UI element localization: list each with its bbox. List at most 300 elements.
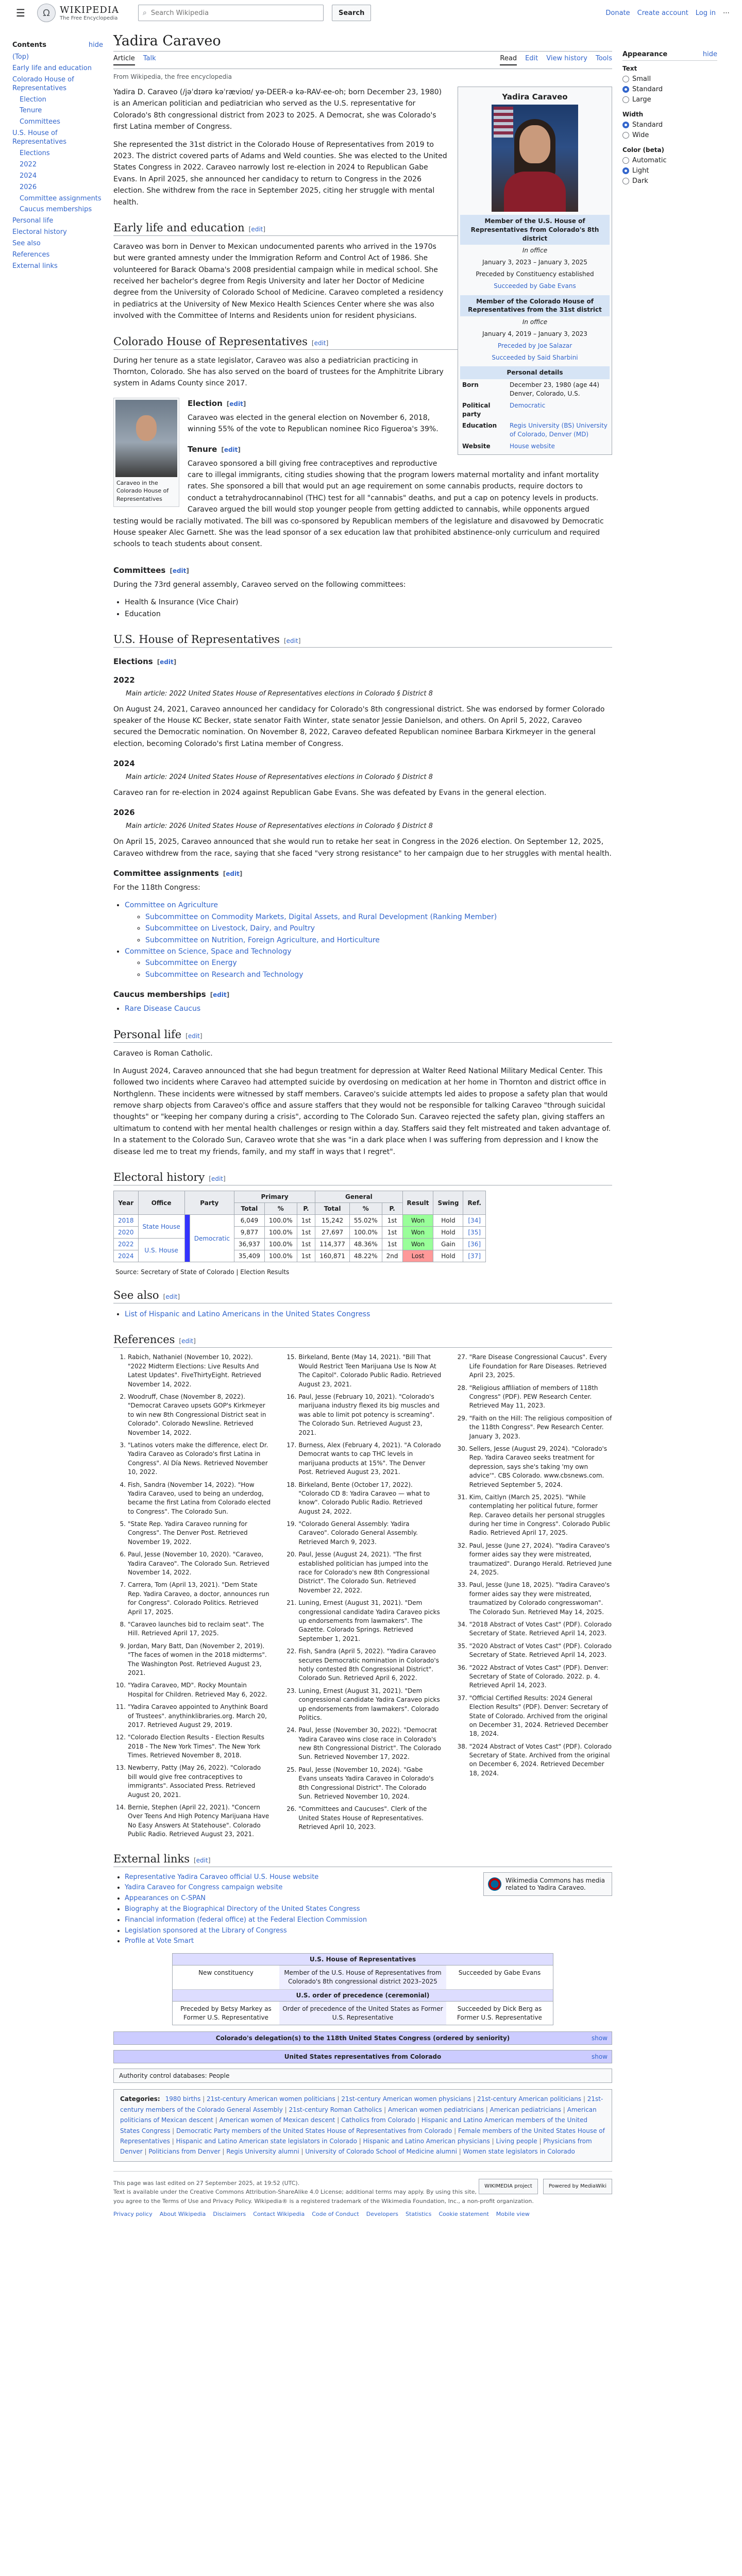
list-item[interactable] [125,1926,612,1937]
toc-item[interactable] [12,53,103,62]
reference-text[interactable]: Kim, Caitlyn (March 25, 2025). "While contemplating her political future, former Rep. Caraveo details her personal struggles during her time in Congress". Colorado Public Radio. Retrieved April 17, 2025. [469,1493,611,1537]
text-2022: On August 24, 2021, Caraveo announced her candidacy for Colorado's 8th congressional district. She was endorsed by former Colorado speaker of the House KC Becker, state senator Faith Winter, state senator Jessie Danielson, and others. On April 5, 2022, Caraveo secured the Democratic nomination. On November 8, 2022, Caraveo defeated Republican nominee Barbara Kirkmeyer in the general election, becoming Colorado's first Latina member of Congress. [113,705,605,748]
radio-button-icon[interactable] [622,86,629,93]
footer-link[interactable]: Disclaimers [213,2211,246,2218]
list-item[interactable]: • Committee on Science, Space and Technology ◦ Subcommittee on Energy ◦ Subcommittee on Research and Technology [125,946,612,980]
radio-button-icon[interactable] [622,178,629,184]
footer-link[interactable]: About Wikipedia [159,2211,206,2218]
edit-link[interactable]: [edit] [226,400,246,408]
login-link[interactable]: Log in [695,9,716,17]
article-content [103,26,622,2229]
reference-number[interactable]: 13. [115,1764,126,1772]
reference-text[interactable]: Sellers, Jesse (August 29, 2024). "Colorado's Rep. Yadira Caraveo seeks treatment for depression, says she's taking 'my own advice'". CBS Colorado. www.cbsnews.com. Retrieved September 5, 2024. [469,1445,608,1488]
more-options-icon[interactable]: ⋯ [723,9,730,17]
toc-item-link[interactable]: Colorado House of Representatives [12,75,74,92]
reference-number[interactable]: 17. [286,1441,297,1449]
category-link[interactable]: Hispanic and Latino American members of the United States Congress | [120,2116,587,2134]
reference-number[interactable]: 18. [286,1481,297,1488]
value-cell: 35,409 [234,1250,264,1262]
reference-number[interactable]: 33. [457,1581,467,1589]
portrait-photo[interactable] [492,105,578,212]
ref-cell[interactable]: [37] [463,1250,486,1262]
external-link[interactable]: Appearances on C-SPAN [125,1894,206,1903]
reference-number[interactable]: 19. [286,1520,297,1528]
toc-item[interactable] [12,228,103,237]
reference-text[interactable]: Birkeland, Bente (May 14, 2021). "Bill That Would Restrict Teen Marijuana Use Is Now At The Capitol". Colorado Public Radio. Retrieved August 23, 2021. [298,1353,442,1388]
toc-item-link[interactable]: Election [20,95,46,104]
toc-item[interactable] [12,129,103,147]
category-link[interactable]: 21st-century American politicians | [477,2095,587,2103]
column-subheader[interactable]: % [349,1203,382,1215]
table-row [114,1239,486,1250]
reference-number[interactable]: 15. [286,1353,297,1361]
radio-label: Wide [632,131,649,139]
toc-item[interactable] [12,76,103,93]
ref-cell[interactable]: [34] [463,1215,486,1227]
reference-number[interactable]: 12. [115,1734,126,1741]
toc-item-link[interactable]: (Top) [12,53,29,61]
external-link[interactable]: Biography at the Biographical Directory of the United States Congress [125,1905,360,1913]
toc-item[interactable] [12,172,103,181]
list-item[interactable]: ◦ Subcommittee on Commodity Markets, Digital Assets, and Rural Development (Ranking Member) [145,911,612,923]
reference-text[interactable]: Paul, Jesse (November 10, 2024). "Gabe Evans unseats Yadira Caraveo in Colorado's 8th Congressional District". The Colorado Sun. Retrieved November 10, 2024. [298,1766,434,1801]
infobox-preceded-2[interactable]: Preceded by Joe Salazar [497,342,572,349]
office-cell[interactable]: U.S. House [138,1239,184,1262]
radio-button-icon[interactable] [622,167,629,174]
tab-tools[interactable]: Tools [595,55,612,62]
infobox-succeeded-1[interactable]: Succeeded by Gabe Evans [494,282,576,290]
reference-item [284,1481,441,1517]
category-link[interactable]: Living people | [496,2138,543,2145]
reference-number[interactable]: 23. [286,1687,297,1694]
edit-link[interactable]: [edit] [248,225,266,233]
reference-number[interactable]: 35. [457,1642,467,1650]
section-committees: Committees [edit] [113,565,189,575]
reference-text[interactable]: Newberry, Patty (May 26, 2022). "Colorado bill would give free contraceptives to immigrants". Associated Press. Retrieved August 20, 2021. [128,1764,261,1799]
reference-number[interactable]: 29. [457,1414,467,1422]
wikipedia-logo[interactable] [37,4,130,22]
reference-text[interactable]: "Committees and Caucuses". Clerk of the United States House of Representatives. Retrieved April 10, 2023. [298,1805,427,1831]
appearance-hide-button[interactable]: hide [702,50,717,58]
radio-label: Automatic [632,157,667,164]
edit-link[interactable]: [edit] [221,446,241,453]
toc-item[interactable] [12,183,103,192]
toc-item-link[interactable]: Committee assignments [20,194,102,202]
column-subheader[interactable]: % [264,1203,297,1215]
reference-number[interactable]: 4. [120,1481,126,1488]
toc-list [12,53,103,271]
tab-view-history[interactable]: View history [546,55,587,62]
value-cell: 1st [382,1239,402,1250]
footer-link[interactable]: Statistics [406,2211,432,2218]
personal-text-2: In August 2024, Caraveo announced that she had begun treatment for depression at Walter Reed National Military Medical Center. This followed two incidents where Caraveo had attempted suicide by overdosing on medication at her home in Thornton and district office in Northglenn. These incidents were witnessed by staff members. Caraveo's suicide attempts led aides to propose a safety plan that would remove sharp objects from Caraveo's office and assure staffers that they would not be responsible for talking Caraveo "through suicidal thoughts" or "keeping her company during a crisis", according to The Colorado Sun. Caraveo rejected the safety plan, giving staffers an ultimatum to contend with her mental health challenges or resign within a day. Staffers said they felt mistreated and taken advantage of. In a statement to the Colorado Sun, Caraveo wrote that she was "in a dark place when I was suffering from depression and I know the disease led me to treat my friends, family, and my staff in ways that I regret". [113,1066,611,1156]
main-menu-icon[interactable]: ☰ [16,7,25,19]
toc-item[interactable] [12,64,103,73]
year-cell[interactable]: 2024 [114,1250,139,1262]
edit-link[interactable]: [edit] [170,567,189,574]
reference-item [113,1803,271,1839]
section-election: Election [edit] [188,398,246,408]
reference-number[interactable]: 5. [120,1520,126,1528]
reference-number[interactable]: 32. [457,1541,467,1549]
reference-number[interactable]: 28. [457,1384,467,1392]
reference-item [284,1647,441,1683]
reference-item [113,1642,271,1678]
intro-paragraph-2: She represented the 31st district in the Colorado House of Representatives from 2019 to 2023. The district covered parts of Adams and Weld counties. She was elected to the United States Congress in 2022. Caraveo narrowly lost re-election in 2024 to Republican Gabe Evans. In April 2025, she announced her candidacy to return to Congress in the 2026 election. She withdrew from the race in September 2025, citing her struggle with mental health. [113,140,447,207]
external-link[interactable]: Yadira Caraveo for Congress campaign website [125,1884,283,1892]
text-2024: Caraveo ran for re-election in 2024 against Republican Gabe Evans. She was defeated by Evans in the general election. [113,789,547,798]
edit-link[interactable]: [edit] [157,658,177,666]
value-cell: 160,871 [315,1250,350,1262]
footer-link[interactable]: Mobile view [496,2211,530,2218]
party-color-swatch [184,1215,190,1262]
committees-list [113,597,612,620]
reference-number[interactable]: 25. [286,1766,297,1773]
toc-item[interactable] [12,149,103,158]
reference-text[interactable]: Paul, Jesse (February 10, 2021). "Colorado's marijuana industry flexed its big muscles and was able to limit pot potency is screaming". The Colorado Sun. Retrieved August 23, 2021. [298,1393,440,1436]
reference-number[interactable]: 8. [120,1620,126,1628]
toc-item[interactable] [12,195,103,204]
toc-item[interactable] [12,206,103,214]
radio-option[interactable] [622,157,717,164]
footer-link[interactable]: Code of Conduct [312,2211,359,2218]
toc-item[interactable] [12,96,103,105]
category-link[interactable]: 21st-century members of the Colorado General Assembly | [120,2095,603,2113]
reference-text[interactable]: Paul, Jesse (June 18, 2025). "Yadira Caraveo's former aides say they were mistreated, traumatized by Colorado congresswoman". The Colorado Sun. Retrieved May 14, 2025. [469,1581,610,1616]
page-title: Yadira Caraveo [113,33,612,52]
reference-text[interactable]: "Caraveo launches bid to reclaim seat". The Hill. Retrieved April 17, 2025. [128,1620,264,1637]
edit-link[interactable]: [edit] [179,1337,196,1345]
reference-text[interactable]: "Faith on the Hill: The religious composition of the 118th Congress". Pew Research Center. January 3, 2023. [469,1414,612,1440]
reference-item [455,1353,612,1380]
category-link[interactable]: University of Colorado School of Medicine alumni | [305,2148,463,2155]
logo-subtitle: The Free Encyclopedia [60,15,118,21]
precedence-succeeded[interactable]: Succeeded by Dick Berg as Former U.S. Representative [457,2005,542,2021]
reference-text[interactable]: "Colorado General Assembly: Yadira Caraveo". Colorado General Assembly. Retrieved March 9, 2023. [298,1520,418,1546]
column-subheader[interactable]: P. [297,1203,315,1215]
reference-number[interactable]: 7. [120,1581,126,1589]
value-cell: 1st [382,1227,402,1239]
list-item[interactable]: ◦ Subcommittee on Research and Technology [145,969,612,980]
section-see-also: See also [edit] [113,1289,612,1303]
radio-option[interactable] [622,131,717,139]
category-link[interactable]: American women of Mexican descent | [220,2116,342,2124]
reference-text[interactable]: Bernie, Stephen (April 22, 2021). "Concern Over Teens And High Potency Marijuana Have No Easy Answers At Statehouse". Colorado Public Radio. Retrieved August 23, 2021. [128,1804,269,1838]
toc-item[interactable] [12,251,103,260]
reference-number[interactable]: 14. [115,1804,126,1811]
precedence-preceded[interactable]: Preceded by Betsy Markey as Former U.S. Representative [180,2005,272,2021]
column-header[interactable]: Party [184,1191,234,1215]
reference-item [455,1664,612,1690]
reference-number[interactable]: 22. [286,1648,297,1655]
category-link[interactable]: 1980 births | [165,2095,207,2103]
column-header[interactable]: Swing [433,1191,463,1215]
reference-number[interactable]: 37. [457,1694,467,1702]
reference-text[interactable]: Woodruff, Chase (November 8, 2022). "Democrat Caraveo upsets GOP's Kirkmeyer to win new 8th Congressional District seat in Colorado". Colorado Newsline. Retrieved November 14, 2022. [128,1393,266,1436]
list-item[interactable]: ◦ Subcommittee on Energy [145,957,612,969]
category-link[interactable]: Physicians from Denver | [120,2138,592,2155]
reference-text[interactable]: "Yadira Caraveo, MD". Rocky Mountain Hospital for Children. Retrieved May 6, 2022. [128,1682,267,1698]
tab-edit[interactable]: Edit [525,55,538,62]
edit-link[interactable]: [edit] [209,1175,226,1183]
reference-text[interactable]: Paul, Jesse (June 27, 2024). "Yadira Caraveo's former aides say they were mistreated, traumatized". Durango Herald. Retrieved June 24, 2025. [469,1541,612,1577]
reference-text[interactable]: Carrera, Tom (April 13, 2021). "Dem State Rep. Yadira Caraveo, a doctor, announces run for Congress". Colorado Politics. Retrieved April 17, 2025. [128,1581,269,1616]
radio-option[interactable] [622,121,717,129]
reference-text[interactable]: "2022 Abstract of Votes Cast" (PDF). Denver: Secretary of State of Colorado. 2022. p. 4. Retrieved April 14, 2023. [469,1664,609,1689]
value-cell: 48.22% [349,1250,382,1262]
reference-text[interactable]: Fish, Sandra (April 5, 2022). "Yadira Caraveo secures Democratic nomination in Colorado's hotly contested 8th Congressional District". Colorado Sun. Retrieved April 6, 2022. [298,1648,439,1682]
reference-item [284,1520,441,1547]
reference-text[interactable]: Paul, Jesse (August 24, 2021). "The first established politician has jumped into the race for Colorado's new 8th Congressional District". The Colorado Sun. Retrieved November 22, 2022. [298,1551,430,1594]
toc-item[interactable] [12,217,103,226]
toc-item-link[interactable]: Committees [20,118,60,126]
year-cell[interactable]: 2022 [114,1239,139,1250]
toc-item-link[interactable]: Electoral history [12,228,67,236]
toc-item-link[interactable]: U.S. House of Representatives [12,129,67,146]
appearance-group-title: Color (beta) [622,146,665,154]
toc-item[interactable] [12,240,103,248]
reference-text[interactable]: Fish, Sandra (November 14, 2022). "How Yadira Caraveo, used to being an underdog, became the first Latina from Colorado elected to Congress". The Colorado Sun. [128,1481,271,1515]
category-link[interactable]: Women state legislators in Colorado [463,2148,575,2156]
category-link[interactable]: Catholics from Colorado | [341,2116,421,2124]
column-subheader[interactable]: P. [382,1203,402,1215]
reference-number[interactable]: 16. [286,1393,297,1400]
toc-item-link[interactable]: References [12,251,50,259]
section-colorado-house: Colorado House of Representatives [edit] [113,335,612,350]
radio-option[interactable] [622,177,717,185]
category-link[interactable]: Democratic Party members of the United States House of Representatives from Colorado | [176,2127,458,2134]
reference-text[interactable]: Paul, Jesse (November 10, 2020). "Caraveo, Yadira Caraveo". The Colorado Sun. Retrieved November 14, 2022. [128,1551,269,1577]
tab-talk[interactable]: Talk [143,55,156,62]
reference-number[interactable]: 24. [286,1726,297,1734]
toc-item-link[interactable]: 2024 [20,172,37,180]
user-links [605,9,730,17]
toc-item-link[interactable]: 2026 [20,183,37,191]
toc-item[interactable] [12,262,103,271]
category-link[interactable]: 21st-century Roman Catholics | [289,2106,387,2113]
commons-box[interactable]: Wikimedia Commons has media related to Yadira Caraveo. [483,1872,612,1896]
reference-number[interactable]: 38. [457,1742,467,1750]
toc-item[interactable] [12,118,103,127]
radio-button-icon[interactable] [622,157,629,164]
reference-number[interactable]: 10. [115,1682,126,1689]
ref-cell[interactable]: [35] [463,1227,486,1239]
edit-link[interactable]: [edit] [311,339,329,347]
category-link[interactable]: American women pediatricians | [388,2106,490,2113]
reference-number[interactable]: 2. [120,1393,126,1400]
list-item[interactable] [125,1904,612,1915]
category-link[interactable]: 21st-century American women politicians | [207,2095,341,2103]
reference-number[interactable]: 27. [457,1353,467,1361]
section-us-house: U.S. House of Representatives [edit] [113,633,612,648]
infobox-succeeded-2[interactable]: Succeeded by Said Sharbini [492,353,578,361]
category-link[interactable]: Female members of the United States House of Representatives | [120,2127,605,2145]
column-subheader[interactable]: Total [234,1203,264,1215]
category-link[interactable]: American politicians of Mexican descent | [120,2106,597,2124]
value-cell: 9,877 [234,1227,264,1239]
succession-title: U.S. House of Representatives [173,1954,553,1965]
wikimedia-badge[interactable]: WIKIMEDIA project [479,2179,538,2194]
radio-option[interactable] [622,75,717,83]
radio-button-icon[interactable] [622,96,629,103]
edit-link[interactable]: [edit] [210,991,230,999]
swing-cell: Hold [433,1215,463,1227]
reference-text[interactable]: "2020 Abstract of Votes Cast" (PDF). Colorado Secretary of State. Retrieved April 14, 2023. [469,1642,612,1659]
reference-number[interactable]: 26. [286,1805,297,1813]
hatnote-2022[interactable]: Main article: 2022 United States House of Representatives elections in Colorado § District 8 [126,689,433,698]
value-cell: 100.0% [264,1215,297,1227]
navbox-show-button[interactable]: show [591,2053,608,2061]
toc-item-link[interactable]: Early life and education [12,64,92,72]
footer-link[interactable]: Cookie statement [439,2211,489,2218]
ref-cell[interactable]: [36] [463,1239,486,1250]
radio-option[interactable] [622,167,717,175]
toc-item[interactable] [12,107,103,115]
reference-number[interactable]: 11. [115,1703,126,1711]
toc-item-link[interactable]: External links [12,262,58,270]
external-link[interactable]: Representative Yadira Caraveo official U.S. House website [125,1873,319,1881]
reference-number[interactable]: 36. [457,1664,467,1671]
reference-text[interactable]: Birkeland, Bente (October 17, 2022). "Colorado CD 8: Yadira Caraveo — what to know". Colorado Public Radio. Retrieved August 24, 2022. [298,1481,430,1515]
toc-item-link[interactable]: Caucus memberships [20,206,92,214]
reference-item [284,1766,441,1802]
reference-item [455,1620,612,1638]
reference-item [455,1642,612,1660]
category-link[interactable]: Hispanic and Latino American physicians | [363,2138,496,2145]
tab-read[interactable]: Read [500,55,517,65]
reference-number[interactable]: 20. [286,1551,297,1558]
toc-item-link[interactable]: See also [12,240,41,248]
radio-button-icon[interactable] [622,132,629,139]
infobox-website: Website House website [462,442,555,450]
edit-link[interactable]: [edit] [163,1293,180,1301]
tenure-text: Caraveo sponsored a bill giving free contraceptives and reproductive care to illegal immigrants, citing studies showing that the program lowers maternal mortality and infant mortality rates. She sponsored a bill that would put an age requirement on some cannabis products, require doctors to conduct a tetrahydrocannabinol (THC) test for all "cannabis" deaths, and put a cap on potency levels in products. Caraveo argued the bill would stop younger people from getting addicted to cannabis, while opponents argued testing would be racially motivated. The bill was co-sponsored by Republican members of the legislature and disavowed by Democratic House speaker Alec Garnett. She was the lead sponsor of a sex education law that prohibited abstinence-only curriculum and required schools to teach students about consent. [113,459,604,549]
footer-link[interactable]: Privacy policy [113,2211,153,2218]
year-cell[interactable]: 2020 [114,1227,139,1239]
reference-text[interactable]: Paul, Jesse (November 30, 2022). "Democrat Yadira Caraveo wins close race in Colorado's new 8th Congressional District". The Colorado Sun. Retrieved November 17, 2022. [298,1726,442,1761]
reference-text[interactable]: "Latinos voters make the difference, elect Dr. Yadira Caraveo as Colorado's first Latina in Congress". Al Día News. Retrieved November 10, 2022. [128,1441,268,1476]
search-input[interactable] [150,9,319,18]
reference-text[interactable]: "State Rep. Yadira Caraveo running for Congress". The Denver Post. Retrieved November 19, 2022. [128,1520,248,1546]
radio-label: Large [632,96,651,104]
precedence-office[interactable]: Order of precedence of the United States as Former U.S. Representative [279,2002,446,2025]
office-cell[interactable]: State House [138,1215,184,1239]
reference-text[interactable]: "Colorado Election Results - Election Results 2018 - The New York Times". The New York Times. Retrieved November 8, 2018. [128,1734,264,1759]
search-button[interactable]: Search [332,5,371,21]
column-header[interactable]: Year [114,1191,139,1215]
list-item[interactable]: ◦ Subcommittee on Nutrition, Foreign Agriculture, and Horticulture [145,935,612,946]
section-2026: 2026 [113,808,135,818]
list-item[interactable]: • Rare Disease Caucus [125,1003,612,1014]
footer-link[interactable]: Contact Wikipedia [253,2211,305,2218]
category-link[interactable]: American pediatricians | [490,2106,567,2113]
toc-item-link[interactable]: Personal life [12,217,54,225]
year-cell[interactable]: 2018 [114,1215,139,1227]
reference-number[interactable]: 3. [120,1441,126,1449]
toc-item-link[interactable]: 2022 [20,160,37,168]
reference-text[interactable]: Burness, Alex (February 4, 2021). "A Colorado Democrat wants to cap THC levels in marijuana products at 15%". The Denver Post. Retrieved August 23, 2021. [298,1441,441,1476]
external-link[interactable]: Profile at Vote Smart [125,1937,194,1945]
party-cell[interactable]: Democratic [190,1215,234,1262]
external-link[interactable]: Legislation sponsored at the Library of Congress [125,1926,287,1935]
toc-item-link[interactable]: Elections [20,149,50,158]
navbox-representatives: United States representatives from Colorado show [113,2050,612,2063]
reference-number[interactable]: 1. [120,1353,126,1361]
footer-link[interactable]: Developers [366,2211,399,2218]
succession-office[interactable]: Member of the U.S. House of Representatives from Colorado's 8th congressional district 2023–2025 [279,1965,446,1989]
reference-number[interactable]: 9. [120,1642,126,1650]
toc-item[interactable] [12,161,103,170]
reference-text[interactable]: Jordan, Mary Batt, Dan (November 2, 2019). "The faces of women in the 2018 midterms". The Washington Post. Retrieved August 23, 2021. [128,1642,267,1676]
category-link[interactable]: 21st-century American women physicians | [341,2095,477,2103]
column-header[interactable]: Result [402,1191,433,1215]
category-link[interactable]: Regis University alumni | [226,2148,305,2155]
radio-button-icon[interactable] [622,76,629,82]
reference-text[interactable]: "2018 Abstract of Votes Cast" (PDF). Colorado Secretary of State. Retrieved April 14, 2023. [469,1620,612,1637]
column-subheader[interactable]: Total [315,1203,350,1215]
hatnote-2024[interactable]: Main article: 2024 United States House of Representatives elections in Colorado § District 8 [126,773,433,782]
reference-text[interactable]: "2024 Abstract of Votes Cast" (PDF). Colorado Secretary of State. Archived from the original on December 6, 2024. Retrieved December 18, 2024. [469,1742,612,1777]
external-link[interactable]: Financial information (federal office) at the Federal Election Commission [125,1916,367,1924]
column-header[interactable]: Office [138,1191,184,1215]
reference-number[interactable]: 31. [457,1493,467,1501]
succession-succeeded[interactable]: Succeeded by Gabe Evans [458,1969,541,1977]
toc-hide-button[interactable]: hide [88,41,103,49]
reference-text[interactable]: Luning, Ernest (August 31, 2021). "Dem congressional candidate Yadira Caraveo picks up endorsements from lawmakers". Colorado Politics. [298,1687,440,1721]
section-references: References [edit] [113,1333,612,1348]
toc-item-link[interactable]: Tenure [20,107,42,115]
tab-article[interactable]: Article [113,55,135,65]
reference-number[interactable]: 6. [120,1551,126,1558]
edit-link[interactable]: [edit] [193,1856,211,1864]
reference-text[interactable]: "Official Certified Results: 2024 General Election Results" (PDF). Denver: Secretary of State of Colorado. Archived from the original on December 31, 2024. Retrieved December 18, 2024. [469,1694,609,1738]
create-account-link[interactable]: Create account [637,9,688,17]
house-thumbnail[interactable] [113,398,179,507]
radio-option[interactable] [622,86,717,93]
category-link[interactable]: Hispanic and Latino American state legislators in Colorado | [176,2138,363,2145]
radio-option[interactable] [622,96,717,104]
list-item[interactable]: ◦ Subcommittee on Livestock, Dairy, and Poultry [145,923,612,934]
electoral-source[interactable]: Source: Secretary of State of Colorado | Election Results [115,1268,290,1276]
donate-link[interactable]: Donate [605,9,630,17]
edit-link[interactable]: [edit] [223,870,243,878]
reference-text[interactable]: Luning, Ernest (August 31, 2021). "Dem congressional candidate Yadira Caraveo picks up endorsements from lawmakers". The Gazette. Colorado Springs. Retrieved September 1, 2021. [298,1599,440,1642]
reference-number[interactable]: 34. [457,1620,467,1628]
list-item[interactable]: • Committee on Agriculture ◦ Subcommittee on Commodity Markets, Digital Assets, and Rural Development (Ranking Member) ◦ Subcommittee on Livestock, Dairy, and Poultry ◦ Subcommittee on Nutrition, Foreign Agriculture, and Horticulture [125,900,612,946]
authority-control[interactable]: Authority control databases: People [113,2069,612,2083]
radio-button-icon[interactable] [622,122,629,128]
hatnote-2026[interactable]: Main article: 2026 United States House of Representatives elections in Colorado § District 8 [126,822,433,831]
precedence-title: U.S. order of precedence (ceremonial) [173,1990,553,2002]
reference-item [113,1520,271,1547]
list-item[interactable]: • List of Hispanic and Latino Americans in the United States Congress [125,1309,612,1320]
page-tabs [113,55,612,69]
reference-text[interactable]: "Religious affiliation of members of 118th Congress" (PDF). PEW Research Center. Retrieved May 11, 2023. [469,1384,598,1410]
reference-text[interactable]: Rabich, Nathaniel (November 10, 2022). "2022 Midterm Elections: Live Results And Latest Updates". FiveThirtyEight. Retrieved November 14, 2022. [128,1353,261,1388]
reference-number[interactable]: 30. [457,1445,467,1452]
reference-text[interactable]: "Rare Disease Congressional Caucus". Every Life Foundation for Rare Diseases. Retrieved April 23, 2025. [469,1353,607,1379]
list-item[interactable] [125,1936,612,1947]
portrait-suit [504,172,566,212]
reference-number[interactable]: 21. [286,1599,297,1607]
edit-link[interactable]: [edit] [283,637,301,645]
list-item[interactable] [125,1915,612,1926]
category-link[interactable]: Politicians from Denver | [148,2148,226,2155]
edit-link[interactable]: [edit] [185,1032,203,1040]
mediawiki-badge[interactable]: Powered by MediaWiki [543,2179,612,2194]
navbox-show-button[interactable]: show [591,2035,608,2042]
reference-text[interactable]: "Yadira Caraveo appointed to Anythink Board of Trustees". anythinklibraries.org. March 20, 2017. Retrieved August 29, 2019. [128,1703,268,1728]
